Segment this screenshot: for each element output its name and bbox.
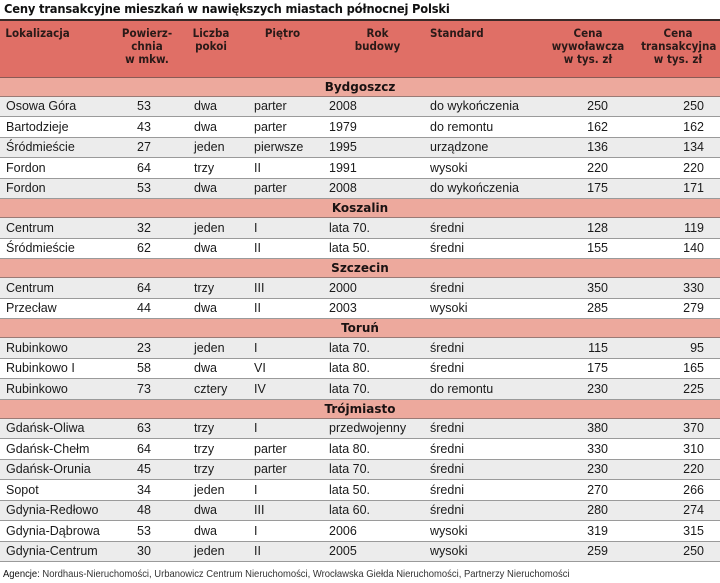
cell-rok-budowy: 2003	[325, 298, 430, 319]
cell-cena-wywolawcza: 230	[540, 379, 636, 400]
cell-liczba-pokoi: jeden	[182, 480, 240, 501]
cell-liczba-pokoi: trzy	[182, 278, 240, 299]
cell-standard: do wykończenia	[430, 178, 540, 199]
table-row	[0, 158, 720, 179]
cell-pietro: I	[240, 480, 325, 501]
cell-lokalizacja: Gdynia-Dąbrowa	[0, 521, 112, 542]
cell-powierzchnia: 63	[112, 418, 182, 439]
cell-cena-wywolawcza: 175	[540, 358, 636, 379]
cell-pietro: I	[240, 338, 325, 359]
cell-powierzchnia: 27	[112, 137, 182, 158]
cell-powierzchnia: 48	[112, 500, 182, 521]
cell-cena-transakcyjna: 274	[636, 500, 720, 521]
cell-liczba-pokoi: dwa	[182, 96, 240, 117]
cell-liczba-pokoi: dwa	[182, 358, 240, 379]
source-footer	[3, 568, 570, 580]
table-row	[0, 117, 720, 138]
cell-lokalizacja: Osowa Góra	[0, 96, 112, 117]
cell-rok-budowy: 1991	[325, 158, 430, 179]
cell-rok-budowy: lata 60.	[325, 500, 430, 521]
cell-cena-wywolawcza: 175	[540, 178, 636, 199]
cell-cena-transakcyjna: 171	[636, 178, 720, 199]
cell-lokalizacja: Śródmieście	[0, 137, 112, 158]
cell-standard: średni	[430, 459, 540, 480]
cell-pietro: I	[240, 521, 325, 542]
cell-cena-wywolawcza: 115	[540, 338, 636, 359]
cell-lokalizacja: Gdynia-Redłowo	[0, 500, 112, 521]
table-row	[0, 521, 720, 542]
cell-powierzchnia: 53	[112, 96, 182, 117]
cell-liczba-pokoi: dwa	[182, 298, 240, 319]
section-city-label: Szczecin	[0, 259, 720, 278]
section-city-label: Toruń	[0, 319, 720, 338]
cell-powierzchnia: 64	[112, 158, 182, 179]
cell-cena-transakcyjna: 165	[636, 358, 720, 379]
cell-cena-transakcyjna: 370	[636, 418, 720, 439]
cell-pietro: I	[240, 218, 325, 239]
column-header-standard: Standard	[430, 20, 529, 77]
section-row	[0, 319, 720, 338]
table-row	[0, 96, 720, 117]
cell-powierzchnia: 34	[112, 480, 182, 501]
cell-liczba-pokoi: dwa	[182, 117, 240, 138]
cell-pietro: II	[240, 238, 325, 259]
cell-lokalizacja: Śródmieście	[0, 238, 112, 259]
cell-powierzchnia: 30	[112, 541, 182, 562]
cell-cena-transakcyjna: 315	[636, 521, 720, 542]
cell-rok-budowy: przedwojenny	[325, 418, 430, 439]
cell-cena-wywolawcza: 230	[540, 459, 636, 480]
cell-rok-budowy: lata 70.	[325, 459, 430, 480]
table-row	[0, 379, 720, 400]
cell-cena-transakcyjna: 220	[636, 459, 720, 480]
cell-powierzchnia: 64	[112, 439, 182, 460]
cell-rok-budowy: lata 50.	[325, 480, 430, 501]
cell-cena-transakcyjna: 266	[636, 480, 720, 501]
cell-powierzchnia: 58	[112, 358, 182, 379]
table-row	[0, 278, 720, 299]
cell-liczba-pokoi: jeden	[182, 541, 240, 562]
section-city-label: Trójmiasto	[0, 399, 720, 418]
section-row	[0, 399, 720, 418]
cell-cena-wywolawcza: 330	[540, 439, 636, 460]
cell-standard: średni	[430, 338, 540, 359]
cell-liczba-pokoi: trzy	[182, 418, 240, 439]
cell-standard: średni	[430, 358, 540, 379]
table-row	[0, 338, 720, 359]
cell-powierzchnia: 45	[112, 459, 182, 480]
cell-standard: średni	[430, 238, 540, 259]
cell-pietro: II	[240, 158, 325, 179]
cell-lokalizacja: Fordon	[0, 178, 112, 199]
cell-pietro: parter	[240, 117, 325, 138]
table-body	[0, 77, 720, 562]
cell-cena-wywolawcza: 350	[540, 278, 636, 299]
cell-rok-budowy: lata 70.	[325, 379, 430, 400]
cell-pietro: parter	[240, 459, 325, 480]
price-table	[0, 19, 720, 562]
cell-lokalizacja: Rubinkowo	[0, 379, 112, 400]
cell-rok-budowy: 2006	[325, 521, 430, 542]
cell-standard: średni	[430, 500, 540, 521]
cell-standard: do wykończenia	[430, 96, 540, 117]
table-row	[0, 178, 720, 199]
table-row	[0, 541, 720, 562]
cell-cena-wywolawcza: 162	[540, 117, 636, 138]
cell-cena-transakcyjna: 310	[636, 439, 720, 460]
cell-lokalizacja: Gdynia-Centrum	[0, 541, 112, 562]
cell-lokalizacja: Gdańsk-Orunia	[0, 459, 112, 480]
column-header-cena-wywolawcza: Cena wywoławcza w tys. zł	[545, 20, 631, 77]
table-row	[0, 439, 720, 460]
column-header-rok-budowy: Rok budowy	[330, 20, 425, 77]
cell-cena-wywolawcza: 259	[540, 541, 636, 562]
cell-cena-transakcyjna: 250	[636, 541, 720, 562]
cell-pietro: parter	[240, 439, 325, 460]
cell-cena-transakcyjna: 220	[636, 158, 720, 179]
cell-lokalizacja: Sopot	[0, 480, 112, 501]
cell-cena-transakcyjna: 225	[636, 379, 720, 400]
table-row	[0, 358, 720, 379]
cell-pietro: parter	[240, 96, 325, 117]
section-city-label: Bydgoszcz	[0, 77, 720, 96]
cell-standard: do remontu	[430, 379, 540, 400]
cell-rok-budowy: 1995	[325, 137, 430, 158]
cell-rok-budowy: lata 70.	[325, 218, 430, 239]
table-row	[0, 459, 720, 480]
cell-liczba-pokoi: cztery	[182, 379, 240, 400]
cell-liczba-pokoi: dwa	[182, 521, 240, 542]
cell-pietro: pierwsze	[240, 137, 325, 158]
cell-liczba-pokoi: trzy	[182, 459, 240, 480]
cell-lokalizacja: Centrum	[0, 218, 112, 239]
cell-liczba-pokoi: dwa	[182, 238, 240, 259]
footer-text: Nordhaus-Nieruchomości, Urbanowicz Centrum Nieruchomości, Wrocławska Giełda Nieruchomości, Partnerzy Nieruchomości	[39, 568, 570, 580]
cell-standard: wysoki	[430, 298, 540, 319]
cell-pietro: III	[240, 500, 325, 521]
cell-cena-transakcyjna: 330	[636, 278, 720, 299]
cell-cena-wywolawcza: 380	[540, 418, 636, 439]
cell-standard: średni	[430, 480, 540, 501]
cell-powierzchnia: 64	[112, 278, 182, 299]
cell-standard: średni	[430, 418, 540, 439]
table-row	[0, 418, 720, 439]
cell-cena-transakcyjna: 162	[636, 117, 720, 138]
column-header-lokalizacja: Lokalizacja	[0, 20, 101, 77]
cell-powierzchnia: 73	[112, 379, 182, 400]
cell-standard: wysoki	[430, 158, 540, 179]
cell-pietro: IV	[240, 379, 325, 400]
cell-cena-transakcyjna: 250	[636, 96, 720, 117]
cell-standard: średni	[430, 439, 540, 460]
cell-pietro: VI	[240, 358, 325, 379]
section-row	[0, 77, 720, 96]
cell-cena-transakcyjna: 279	[636, 298, 720, 319]
cell-lokalizacja: Gdańsk-Chełm	[0, 439, 112, 460]
table-row	[0, 298, 720, 319]
cell-cena-wywolawcza: 136	[540, 137, 636, 158]
cell-pietro: III	[240, 278, 325, 299]
cell-cena-wywolawcza: 250	[540, 96, 636, 117]
cell-pietro: II	[240, 298, 325, 319]
cell-cena-wywolawcza: 128	[540, 218, 636, 239]
footer-label: Agencje:	[3, 568, 40, 580]
cell-rok-budowy: 2008	[325, 96, 430, 117]
cell-cena-transakcyjna: 134	[636, 137, 720, 158]
table-row	[0, 218, 720, 239]
cell-rok-budowy: 2000	[325, 278, 430, 299]
section-row	[0, 199, 720, 218]
cell-liczba-pokoi: trzy	[182, 158, 240, 179]
cell-standard: wysoki	[430, 541, 540, 562]
cell-cena-wywolawcza: 319	[540, 521, 636, 542]
cell-rok-budowy: lata 80.	[325, 439, 430, 460]
cell-powierzchnia: 53	[112, 178, 182, 199]
cell-cena-wywolawcza: 280	[540, 500, 636, 521]
cell-rok-budowy: lata 70.	[325, 338, 430, 359]
cell-lokalizacja: Centrum	[0, 278, 112, 299]
cell-powierzchnia: 23	[112, 338, 182, 359]
column-header-liczba-pokoi: Liczba pokoi	[185, 20, 237, 77]
cell-standard: średni	[430, 278, 540, 299]
cell-cena-wywolawcza: 155	[540, 238, 636, 259]
cell-liczba-pokoi: jeden	[182, 218, 240, 239]
cell-pietro: parter	[240, 178, 325, 199]
cell-liczba-pokoi: jeden	[182, 338, 240, 359]
cell-lokalizacja: Rubinkowo	[0, 338, 112, 359]
section-city-label: Koszalin	[0, 199, 720, 218]
cell-powierzchnia: 43	[112, 117, 182, 138]
cell-liczba-pokoi: trzy	[182, 439, 240, 460]
table-row	[0, 238, 720, 259]
cell-powierzchnia: 62	[112, 238, 182, 259]
cell-standard: wysoki	[430, 521, 540, 542]
cell-cena-wywolawcza: 220	[540, 158, 636, 179]
header-row	[0, 20, 720, 77]
table-title: Ceny transakcyjne mieszkań w nawiększych miastach północnej Polski	[4, 1, 450, 16]
cell-liczba-pokoi: dwa	[182, 500, 240, 521]
cell-powierzchnia: 53	[112, 521, 182, 542]
column-header-cena-transakcyjna: Cena transakcyjna w tys. zł	[640, 20, 716, 77]
cell-cena-transakcyjna: 119	[636, 218, 720, 239]
cell-cena-wywolawcza: 285	[540, 298, 636, 319]
cell-lokalizacja: Bartodzieje	[0, 117, 112, 138]
table-row	[0, 480, 720, 501]
cell-liczba-pokoi: jeden	[182, 137, 240, 158]
cell-rok-budowy: lata 50.	[325, 238, 430, 259]
cell-standard: do remontu	[430, 117, 540, 138]
table-header	[0, 20, 720, 77]
cell-lokalizacja: Fordon	[0, 158, 112, 179]
cell-pietro: I	[240, 418, 325, 439]
cell-rok-budowy: 2008	[325, 178, 430, 199]
cell-cena-transakcyjna: 140	[636, 238, 720, 259]
cell-standard: średni	[430, 218, 540, 239]
cell-liczba-pokoi: dwa	[182, 178, 240, 199]
cell-pietro: II	[240, 541, 325, 562]
cell-powierzchnia: 44	[112, 298, 182, 319]
table-row	[0, 137, 720, 158]
cell-lokalizacja: Rubinkowo I	[0, 358, 112, 379]
table-row	[0, 500, 720, 521]
column-header-powierzchnia: Powierz- chnia w mkw.	[116, 20, 179, 77]
cell-rok-budowy: lata 80.	[325, 358, 430, 379]
cell-rok-budowy: 1979	[325, 117, 430, 138]
section-row	[0, 259, 720, 278]
cell-standard: urządzone	[430, 137, 540, 158]
cell-cena-transakcyjna: 95	[636, 338, 720, 359]
cell-lokalizacja: Przecław	[0, 298, 112, 319]
column-header-pietro: Piętro	[244, 20, 321, 77]
cell-powierzchnia: 32	[112, 218, 182, 239]
cell-cena-wywolawcza: 270	[540, 480, 636, 501]
cell-rok-budowy: 2005	[325, 541, 430, 562]
cell-lokalizacja: Gdańsk-Oliwa	[0, 418, 112, 439]
